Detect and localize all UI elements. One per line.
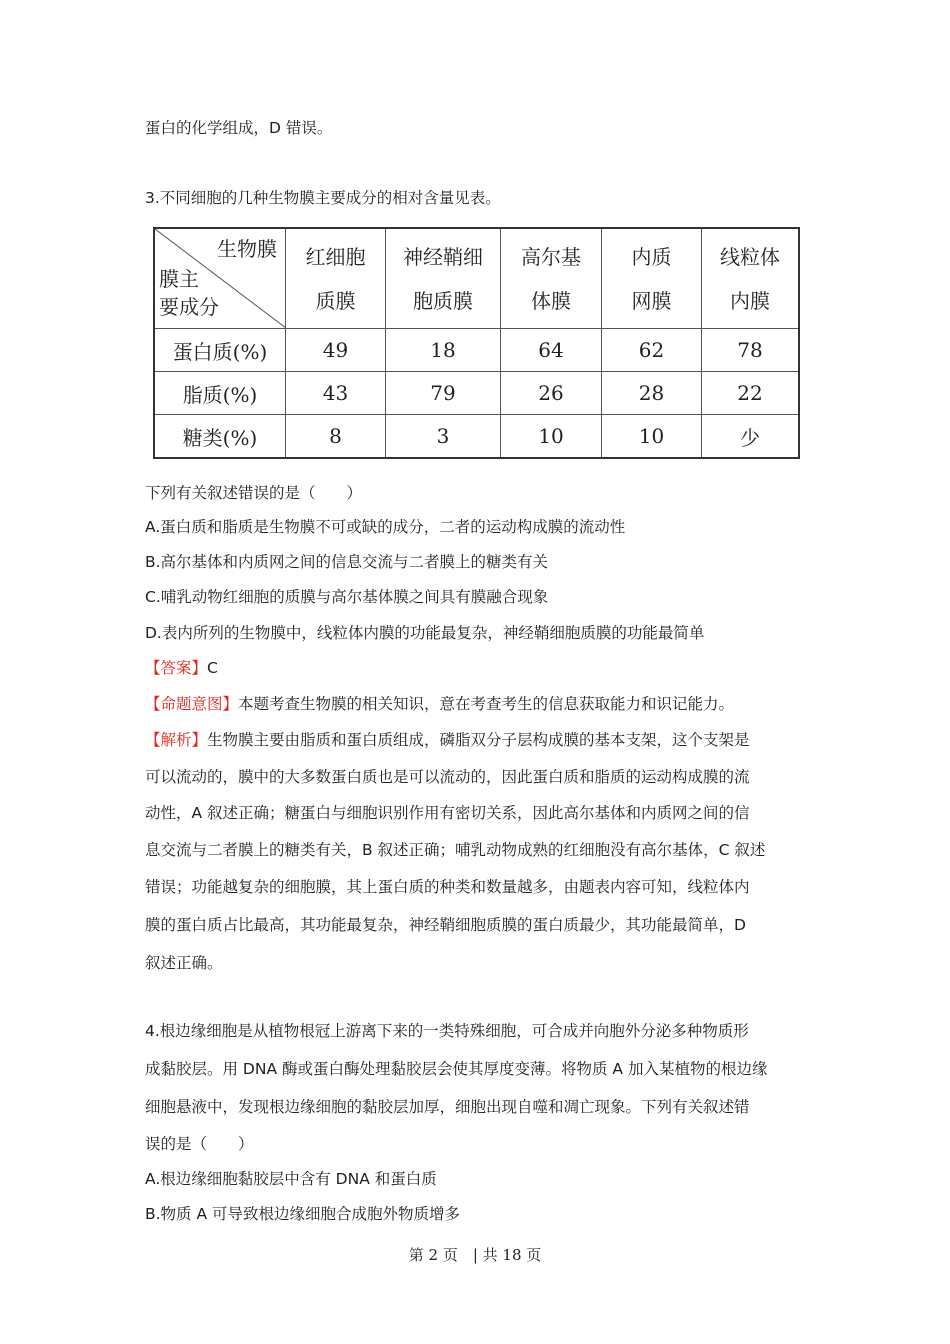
table-cell: 18 [386, 329, 501, 372]
table-cell: 少 [702, 415, 800, 459]
intent-text: 本题考查生物膜的相关知识，意在考查考生的信息获取能力和识记能力。 [238, 695, 735, 713]
column-header: 神经鞘细 胞质膜 [386, 228, 501, 329]
analysis-line: 动性，A 叙述正确；糖蛋白与细胞识别作用有密切关系，因此高尔基体和内质网之间的信 [145, 804, 750, 822]
corner-top-label: 生物膜 [217, 237, 277, 261]
question-3-prompt: 下列有关叙述错误的是（ ） [145, 484, 363, 502]
analysis-line: 【解析】生物膜主要由脂质和蛋白质组成，磷脂双分子层构成膜的基本支架，这个支架是 [145, 731, 750, 749]
question-4-stem-line: 误的是（ ） [145, 1135, 254, 1153]
table-row [154, 415, 799, 459]
analysis-line: 叙述正确。 [145, 954, 223, 972]
option-c: C.哺乳动物红细胞的质膜与高尔基体膜之间具有膜融合现象 [145, 588, 549, 606]
answer-label: 【答案】 [145, 659, 208, 677]
row-label: 蛋白质(%) [154, 329, 286, 372]
row-label: 脂质(%) [154, 372, 286, 415]
analysis-line: 错误；功能越复杂的细胞膜，其上蛋白质的种类和数量越多，由题表内容可知，线粒体内 [145, 878, 750, 896]
table-cell: 10 [501, 415, 602, 459]
table-cell: 64 [501, 329, 602, 372]
column-header: 红细胞 质膜 [286, 228, 386, 329]
intent-line [145, 694, 734, 714]
table-cell: 28 [602, 372, 702, 415]
table-row [154, 329, 799, 372]
previous-answer-tail: 蛋白的化学组成，D 错误。 [145, 119, 333, 137]
answer-line [145, 658, 218, 678]
q4-option-a: A.根边缘细胞黏胶层中含有 DNA 和蛋白质 [145, 1170, 437, 1188]
table-cell: 8 [286, 415, 386, 459]
table-cell: 3 [386, 415, 501, 459]
corner-bottom-label: 膜主 要成分 [159, 267, 219, 319]
table-cell: 62 [602, 329, 702, 372]
column-header: 线粒体 内膜 [702, 228, 800, 329]
answer-value: C [207, 659, 218, 677]
option-d: D.表内所列的生物膜中，线粒体内膜的功能最复杂，神经鞘细胞质膜的功能最简单 [145, 624, 705, 642]
q4-option-b: B.物质 A 可导致根边缘细胞合成胞外物质增多 [145, 1205, 461, 1223]
membrane-composition-table [153, 227, 800, 459]
table-cell: 79 [386, 372, 501, 415]
analysis-label: 【解析】 [145, 731, 208, 749]
intent-label: 【命题意图】 [145, 695, 239, 713]
option-a: A.蛋白质和脂质是生物膜不可或缺的成分，二者的运动构成膜的流动性 [145, 518, 626, 536]
analysis-line: 可以流动的，膜中的大多数蛋白质也是可以流动的，因此蛋白质和脂质的运动构成膜的流 [145, 768, 750, 786]
analysis-line: 息交流与二者膜上的糖类有关，B 叙述正确；哺乳动物成熟的红细胞没有高尔基体，C 叙述 [145, 841, 766, 859]
question-3-stem: 3.不同细胞的几种生物膜主要成分的相对含量见表。 [145, 189, 501, 207]
question-4-stem-line: 成黏胶层。用 DNA 酶或蛋白酶处理黏胶层会使其厚度变薄。将物质 A 加入某植物的根边缘 [145, 1060, 768, 1078]
analysis-line: 膜的蛋白质占比最高，其功能最复杂，神经鞘细胞质膜的蛋白质最少，其功能最简单，D [145, 916, 746, 934]
table-cell: 49 [286, 329, 386, 372]
table-cell: 22 [702, 372, 800, 415]
table-cell: 78 [702, 329, 800, 372]
option-b: B.高尔基体和内质网之间的信息交流与二者膜上的糖类有关 [145, 553, 549, 571]
table-cell: 26 [501, 372, 602, 415]
page-footer: 第 2 页 | 共 18 页 [408, 1246, 542, 1264]
table-corner-cell [154, 228, 286, 329]
row-label: 糖类(%) [154, 415, 286, 459]
column-header: 高尔基 体膜 [501, 228, 602, 329]
question-4-stem-line: 4.根边缘细胞是从植物根冠上游离下来的一类特殊细胞，可合成并向胞外分泌多种物质形 [145, 1022, 749, 1040]
table-cell: 43 [286, 372, 386, 415]
table-header-row [154, 228, 799, 329]
table-cell: 10 [602, 415, 702, 459]
table-row [154, 372, 799, 415]
column-header: 内质 网膜 [602, 228, 702, 329]
question-4-stem-line: 细胞悬液中，发现根边缘细胞的黏胶层加厚，细胞出现自噬和凋亡现象。下列有关叙述错 [145, 1098, 750, 1116]
